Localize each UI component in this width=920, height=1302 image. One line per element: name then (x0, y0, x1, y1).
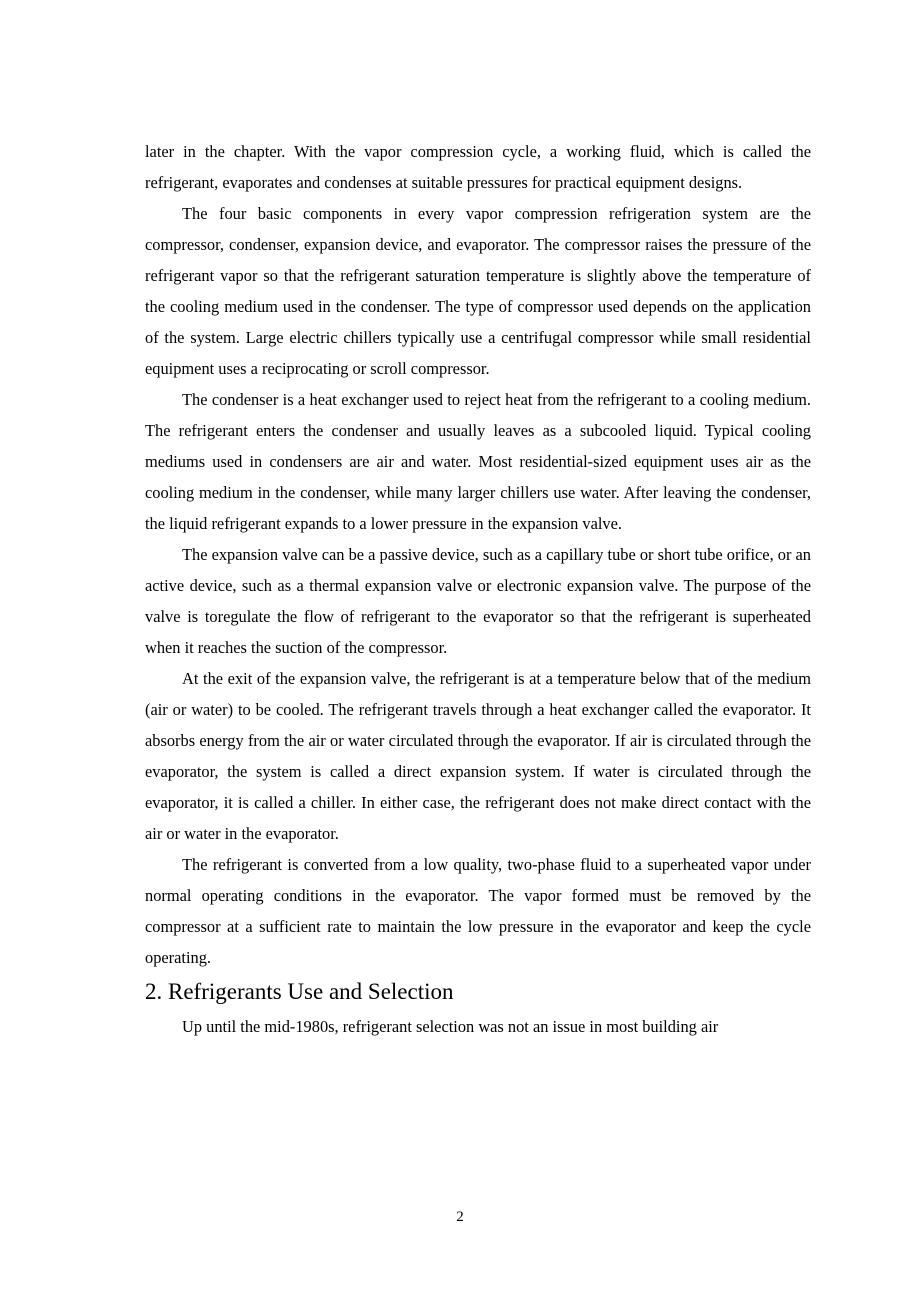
paragraph-refrigerant-conversion: The refrigerant is converted from a low quality, two-phase fluid to a superheated vapor under normal operating conditions in the evaporator. The vapor formed must be removed by the compressor at a sufficient rate to maintain the low pressure in the evaporator and keep the cycle operating. (145, 855, 811, 967)
paragraph-expansion-valve: The expansion valve can be a passive device, such as a capillary tube or short tube orifice, or an active device, such as a thermal expansion valve or electronic expansion valve. The purpose of the valve is toregulate the flow of refrigerant to the evaporator so that the refrigerant is superheated when it reaches the suction of the compressor. (145, 545, 811, 657)
section-heading: 2. Refrigerants Use and Selection (145, 979, 454, 1004)
paragraph-evaporator: At the exit of the expansion valve, the refrigerant is at a temperature below that of the medium (air or water) to be cooled. The refrigerant travels through a heat exchanger called the evaporator. It absorbs energy from the air or water circulated through the evaporator. If air is circulated through the evaporator, the system is called a direct expansion system. If water is circulated through the evaporator, it is called a chiller. In either case, the refrigerant does not make direct contact with the air or water in the evaporator. (145, 669, 811, 843)
paragraph-refrigerant-selection: Up until the mid-1980s, refrigerant selection was not an issue in most building air (182, 1017, 719, 1036)
paragraph-condenser: The condenser is a heat exchanger used to reject heat from the refrigerant to a cooling medium. The refrigerant enters the condenser and usually leaves as a subcooled liquid. Typical cooling mediums used in condensers are air and water. Most residential-sized equipment uses air as the cooling medium in the condenser, while many larger chillers use water. After leaving the condenser, the liquid refrigerant expands to a lower pressure in the expansion valve. (145, 390, 811, 533)
paragraph-basic-components: The four basic components in every vapor compression refrigeration system are the compressor, condenser, expansion device, and evaporator. The compressor raises the pressure of the refrigerant vapor so that the refrigerant saturation temperature is slightly above the temperature of the cooling medium used in the condenser. The type of compressor used depends on the application of the system. Large electric chillers typically use a centrifugal compressor while small residential equipment uses a reciprocating or scroll compressor. (145, 204, 811, 378)
page-number: 2 (456, 1209, 464, 1225)
paragraph-continuation: later in the chapter. With the vapor compression cycle, a working fluid, which is called the refrigerant, evaporates and condenses at suitable pressures for practical equipment designs. (145, 142, 811, 192)
body-text (145, 136, 811, 1042)
